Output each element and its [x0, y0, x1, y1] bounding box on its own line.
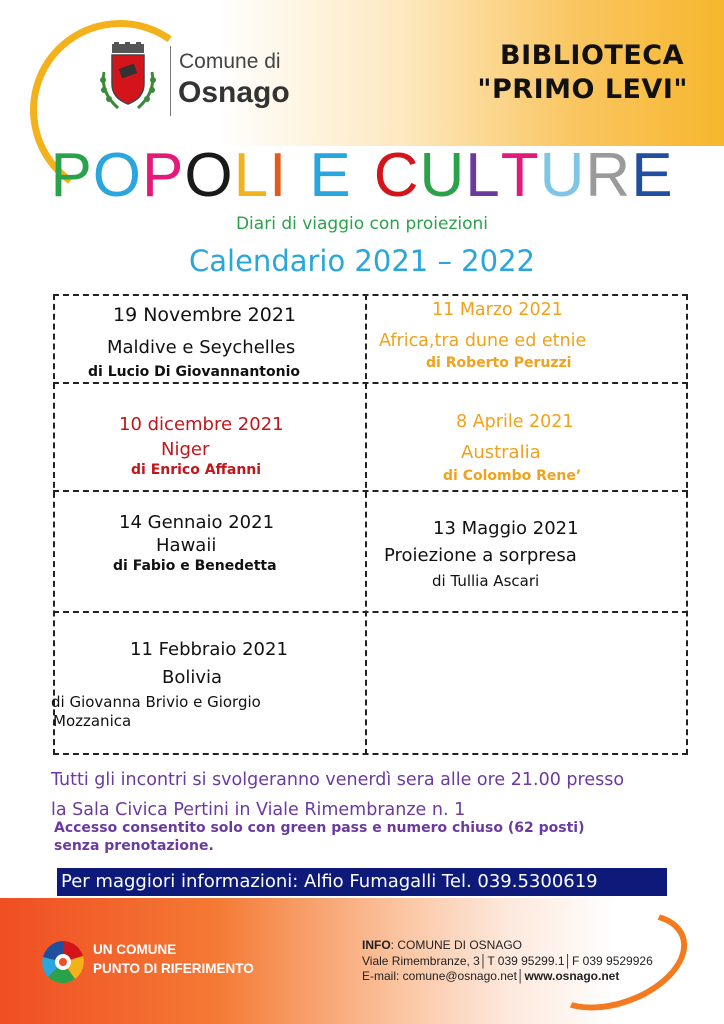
- event-author: di Fabio e Benedetta: [113, 558, 277, 574]
- footer-slogan-line2: PUNTO DI RIFERIMENTO: [93, 961, 254, 976]
- calendar-grid: [53, 294, 688, 755]
- grid-line: [53, 753, 688, 755]
- comune-di-label: Comune di: [179, 50, 281, 73]
- contact-info-bar: Per maggiori informazioni: Alfio Fumagalli Tel. 039.5300619: [57, 868, 667, 896]
- calendar-heading: Calendario 2021 – 2022: [189, 244, 535, 278]
- footer-info-name: : COMUNE DI OSNAGO: [390, 938, 523, 952]
- title-letter: P: [142, 141, 185, 210]
- event-author: di Enrico Affanni: [131, 462, 262, 478]
- title-letter: E: [631, 141, 674, 210]
- event-destination: Hawaii: [156, 535, 217, 556]
- event-date: 8 Aprile 2021: [456, 412, 574, 432]
- footer-website[interactable]: www.osnago.net: [524, 969, 620, 983]
- event-info-text: Tutti gli incontri si svolgeranno venerdì sera alle ore 21.00 presso: [51, 770, 625, 790]
- event-destination: Australia: [461, 442, 541, 463]
- event-destination: Bolivia: [162, 667, 223, 688]
- event-author: di Giovanna Brivio e Giorgio: [51, 693, 261, 711]
- footer-email[interactable]: E-mail: comune@osnago.net: [362, 969, 517, 983]
- library-title-line2: "PRIMO LEVI": [477, 74, 688, 105]
- coat-of-arms-icon: [96, 42, 160, 120]
- color-wheel-logo-icon: [42, 941, 84, 983]
- footer-info-label: INFO: [362, 938, 391, 952]
- venue-text: la Sala Civica Pertini in Viale Rimembranze n. 1: [51, 800, 466, 820]
- grid-line: [53, 294, 55, 755]
- event-author: di Colombo Rene’: [443, 468, 582, 484]
- event-author: di Tullia Ascari: [432, 572, 540, 590]
- event-date: 11 Febbraio 2021: [130, 639, 288, 660]
- event-date: 13 Maggio 2021: [433, 518, 579, 539]
- event-author: di Lucio Di Giovannantonio: [88, 364, 300, 380]
- grid-line: [365, 294, 367, 755]
- comune-name: Osnago: [178, 76, 290, 109]
- event-date: 19 Novembre 2021: [113, 304, 297, 326]
- grid-line: [53, 382, 688, 384]
- title-letter: U: [419, 141, 466, 210]
- title-letter: U: [539, 141, 586, 210]
- title-letter: R: [585, 141, 632, 210]
- event-destination: Proiezione a sorpresa: [384, 545, 577, 566]
- page-title: [0, 140, 724, 211]
- event-date: 10 dicembre 2021: [119, 414, 284, 435]
- title-letter: O: [92, 141, 143, 210]
- title-letter: C: [373, 141, 420, 210]
- subtitle: Diari di viaggio con proiezioni: [235, 214, 489, 234]
- logo-divider: [170, 46, 171, 116]
- title-letter: L: [233, 141, 270, 210]
- title-letter: [352, 140, 374, 211]
- event-destination: Niger: [161, 439, 210, 460]
- title-letter: O: [184, 141, 234, 210]
- title-letter: L: [465, 141, 501, 210]
- grid-line: [53, 490, 688, 492]
- access-notice-continued: senza prenotazione.: [54, 838, 214, 854]
- event-date: 14 Gennaio 2021: [119, 512, 275, 533]
- footer-address: Viale Rimembranze, 3│T 039 95299.1│F 039 9529926: [362, 954, 653, 968]
- footer-slogan-line1: UN COMUNE: [93, 942, 177, 957]
- event-date: 11 Marzo 2021: [432, 300, 563, 320]
- title-letter: I: [269, 141, 288, 210]
- footer-separator: │: [516, 969, 525, 983]
- event-author-continued: Mozzanica: [53, 712, 132, 730]
- event-destination: Maldive e Seychelles: [107, 337, 296, 358]
- event-destination: Africa,tra dune ed etnie: [379, 331, 587, 351]
- access-notice: Accesso consentito solo con green pass e numero chiuso (62 posti): [54, 820, 585, 836]
- title-letter: P: [50, 141, 93, 210]
- title-letter: E: [309, 141, 352, 210]
- grid-line: [53, 611, 688, 613]
- title-letter: [287, 140, 309, 211]
- title-letter: T: [500, 141, 540, 210]
- grid-line: [686, 294, 688, 755]
- event-author: di Roberto Peruzzi: [426, 355, 572, 371]
- library-title-line1: BIBLIOTECA: [500, 40, 684, 71]
- footer-info-title: [362, 938, 522, 952]
- grid-line: [53, 294, 688, 296]
